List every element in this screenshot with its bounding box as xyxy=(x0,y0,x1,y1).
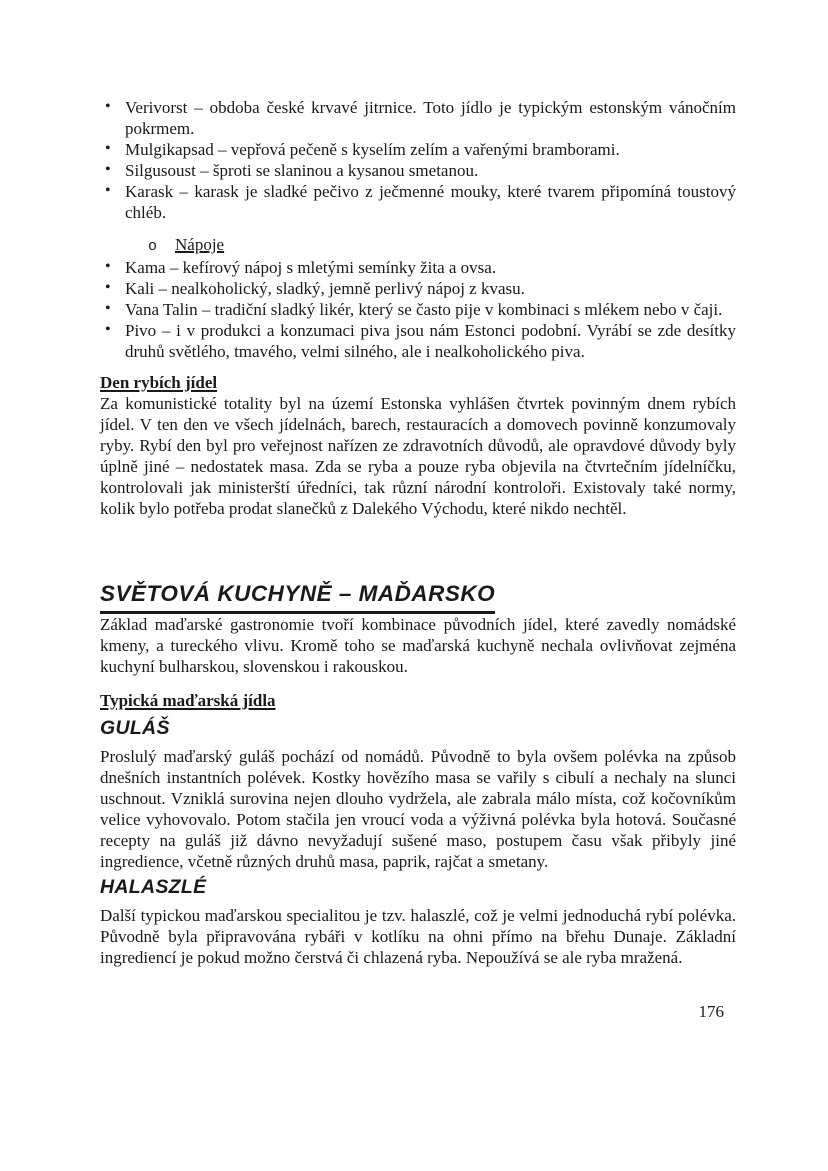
list-item-text: Vana Talin – tradiční sladký likér, který se často pije v kombinaci s mlékem nebo v čaji. xyxy=(125,300,723,319)
gulas-paragraph: Proslulý maďarský guláš pochází od nomádů. Původně to byla ovšem polévka na způsob dnešních instantních polévek. Kostky hovězího masa se vařily s cibulí a nechaly na slunci uschnout. Vzniklá surovina nejen dlouho vydržela, ale zabrala málo místa, což kočovníkům velice vyhovovalo. Potom stačila jen vroucí voda a výživná polévka byla hotová. Současné recepty na guláš již dávno nevyžadují sušené maso, postupem času však přibyly jiné ingredience, včetně různých druhů masa, paprik, rajčat a smetany. xyxy=(100,747,736,871)
list-item-text: Verivorst – obdoba české krvavé jitrnice. Toto jídlo je typickým estonským vánočním pokrmem. xyxy=(125,98,736,138)
hungary-main-heading-text: SVĚTOVÁ KUCHYNĚ – MAĎARSKO xyxy=(100,580,495,614)
list-item-text: Pivo – i v produkci a konzumaci piva jsou nám Estonci podobní. Vyrábí se zde desítky druhů světlého, tmavého, velmi silného, ale i nealkoholického piva. xyxy=(125,321,736,361)
fish-day-heading: Den rybích jídel xyxy=(100,373,218,392)
estonian-dishes-list xyxy=(100,97,736,223)
list-item xyxy=(100,139,736,160)
list-item-text: Kama – kefírový nápoj s mletými semínky žita a ovsa. xyxy=(125,258,497,277)
list-item-text: Silgusoust – šproti se slaninou a kysanou smetanou. xyxy=(125,161,479,180)
disc-bullet-icon: • xyxy=(105,300,111,317)
list-item-text: Karask – karask je sladké pečivo z ječmenné mouky, které tvarem připomíná toustový chléb. xyxy=(125,182,736,222)
disc-bullet-icon: • xyxy=(105,140,111,157)
page-content xyxy=(100,97,736,1022)
fish-day-paragraph: Za komunistické totality byl na území Estonska vyhlášen čtvrtek povinným dnem rybích jídel. V ten den ve všech jídelnách, barech, restauracích a domovech povinně konzumovaly ryby. Rybí den byl pro veřejnost nařízen ze zdravotních důvodů, ale opravdové důvody byly úplně jiné – nedostatek masa. Zda se ryba a pouze ryba objevila na čtvrtečním jídelníčku, kontrolovali jak ministerští úředníci, tak různí národní kontroloři. Existovaly také normy, kolik bylo potřeba prodat slanečků z Dalekého Východu, které nikdo nechtěl. xyxy=(100,394,736,518)
halaszle-paragraph: Další typickou maďarskou specialitou je tzv. halaszlé, což je velmi jednoduchá rybí polévka. Původně byla připravována rybáři v kotlíku na ohni přímo na břehu Dunaje. Základní ingrediencí je pokud možno čerstvá či chlazená ryba. Nepoužívá se ale ryba mražená. xyxy=(100,906,736,967)
estonian-drinks-list xyxy=(100,257,736,362)
list-item xyxy=(100,320,736,362)
list-item-text: Kali – nealkoholický, sladký, jemně perlivý nápoj z kvasu. xyxy=(125,279,525,298)
list-item xyxy=(100,181,736,223)
drinks-subheading: Nápoje xyxy=(175,235,225,254)
list-item-text: Mulgikapsad – vepřová pečeně s kyselím zelím a vařenými bramborami. xyxy=(125,140,620,159)
halaszle-heading: HALASZLÉ xyxy=(100,876,207,898)
page-number: 176 xyxy=(698,1002,724,1021)
disc-bullet-icon: • xyxy=(105,182,111,199)
disc-bullet-icon: • xyxy=(105,161,111,178)
list-item xyxy=(100,97,736,139)
drinks-subheading-row xyxy=(100,234,736,257)
list-item xyxy=(100,299,736,320)
typical-dishes-heading: Typická maďarská jídla xyxy=(100,691,276,710)
list-item xyxy=(100,257,736,278)
disc-bullet-icon: • xyxy=(105,98,111,115)
disc-bullet-icon: • xyxy=(105,279,111,296)
list-item xyxy=(100,160,736,181)
disc-bullet-icon: • xyxy=(105,258,111,275)
disc-bullet-icon: • xyxy=(105,321,111,338)
hungary-main-heading xyxy=(100,580,736,614)
gulas-heading: GULÁŠ xyxy=(100,717,170,739)
hungary-intro-paragraph: Základ maďarské gastronomie tvoří kombinace původních jídel, které zavedly nomádské kmeny, a tureckého vlivu. Kromě toho se maďarská kuchyně nechala ovlivňovat zejména kuchyní bulharskou, slovenskou i rakouskou. xyxy=(100,615,736,676)
list-item xyxy=(100,278,736,299)
circle-bullet-icon: o xyxy=(148,238,158,255)
